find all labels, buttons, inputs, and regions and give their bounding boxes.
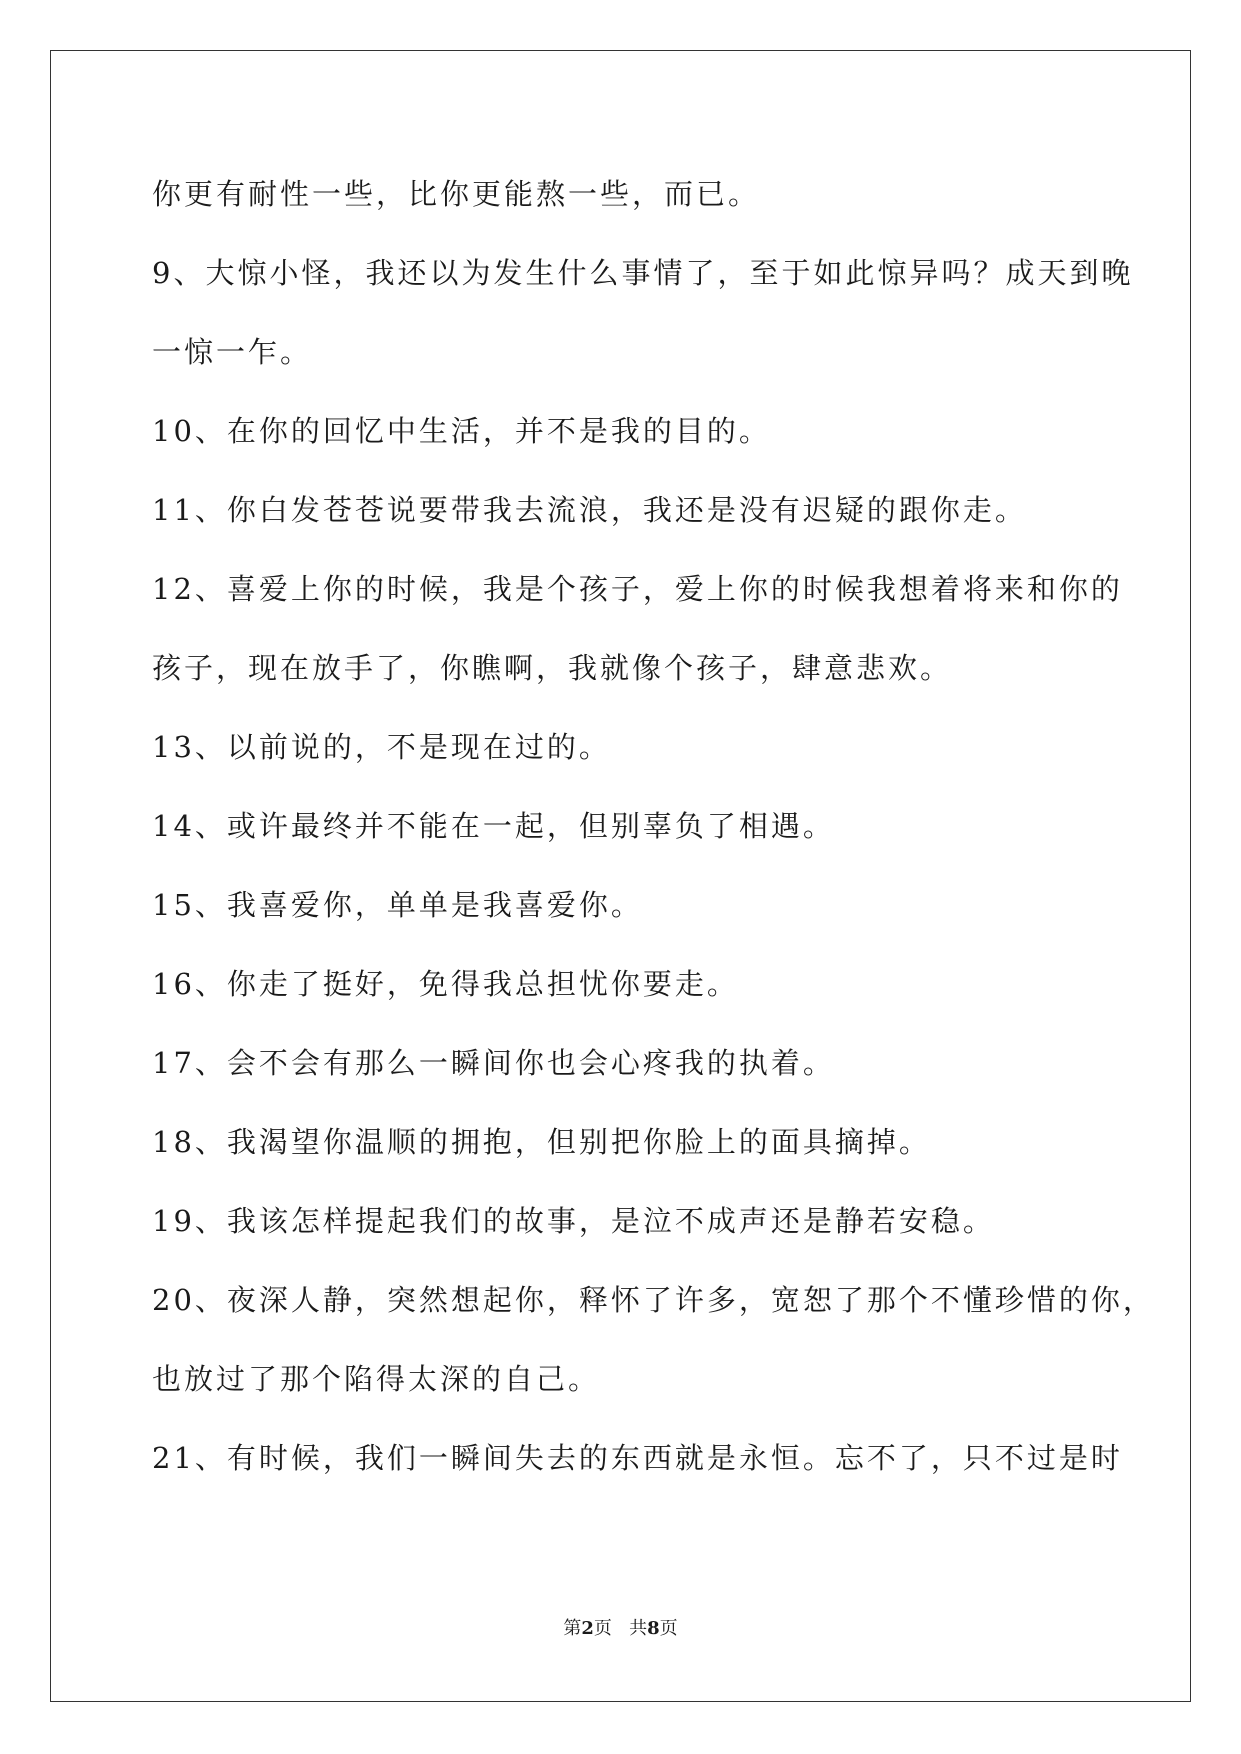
text-line: 11、你白发苍苍说要带我去流浪，我还是没有迟疑的跟你走。 xyxy=(152,493,1027,527)
text-line: 9、大惊小怪，我还以为发生什么事情了，至于如此惊异吗？成天到晚 xyxy=(152,256,1134,290)
text-line: 17、会不会有那么一瞬间你也会心疼我的执着。 xyxy=(152,1046,835,1080)
text-line: 12、喜爱上你的时候，我是个孩子，爱上你的时候我想着将来和你的 xyxy=(152,572,1123,606)
text-line: 一惊一乍。 xyxy=(152,335,313,369)
text-line: 14、或许最终并不能在一起，但别辜负了相遇。 xyxy=(152,809,835,843)
text-line: 18、我渴望你温顺的拥抱，但别把你脸上的面具摘掉。 xyxy=(152,1125,931,1159)
text-line: 21、有时候，我们一瞬间失去的东西就是永恒。忘不了，只不过是时 xyxy=(152,1441,1123,1475)
text-line: 你更有耐性一些，比你更能熬一些，而已。 xyxy=(152,177,761,211)
text-line: 13、以前说的，不是现在过的。 xyxy=(152,730,611,764)
page-unit: 页 xyxy=(593,1618,612,1639)
page-number-footer xyxy=(0,1617,1241,1641)
page-prefix: 第 xyxy=(563,1618,582,1639)
page-total: 8 xyxy=(647,1618,660,1639)
text-line: 10、在你的回忆中生活，并不是我的目的。 xyxy=(152,414,771,448)
text-line: 15、我喜爱你，单单是我喜爱你。 xyxy=(152,888,643,922)
text-line: 20、夜深人静，突然想起你，释怀了许多，宽恕了那个不懂珍惜的你， xyxy=(152,1283,1155,1317)
text-line: 孩子，现在放手了，你瞧啊，我就像个孩子，肆意悲欢。 xyxy=(152,651,953,685)
text-line: 16、你走了挺好，免得我总担忧你要走。 xyxy=(152,967,739,1001)
page-current: 2 xyxy=(581,1618,594,1639)
total-unit: 页 xyxy=(659,1618,678,1639)
total-prefix: 共 xyxy=(629,1618,648,1639)
text-line: 也放过了那个陷得太深的自己。 xyxy=(152,1362,601,1396)
text-line: 19、我该怎样提起我们的故事，是泣不成声还是静若安稳。 xyxy=(152,1204,995,1238)
